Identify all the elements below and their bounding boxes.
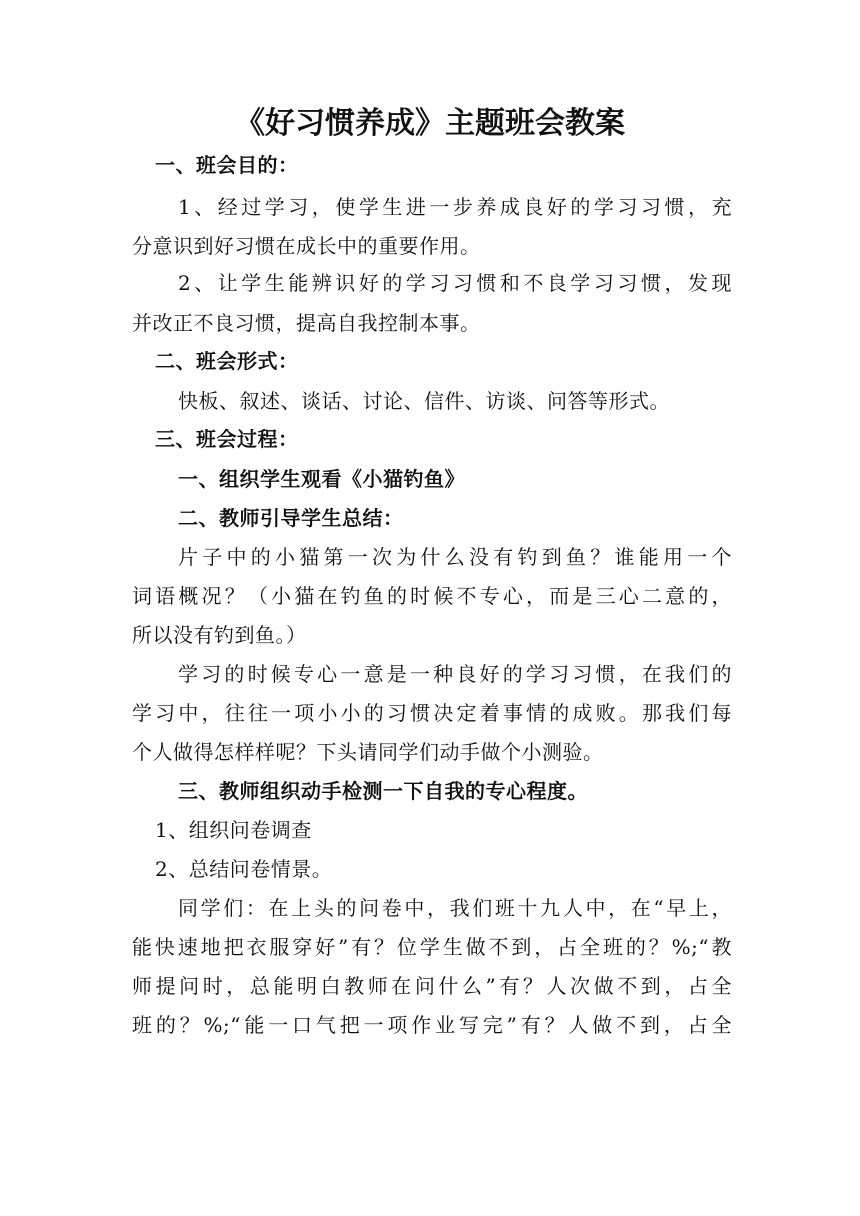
list-item-1: 1、组织问卷调查 <box>155 818 312 842</box>
paragraph-3-line-4: 班的？%;“能一口气把一项作业写完”有？人做不到，占全 <box>132 1013 732 1037</box>
paragraph-3-line-2: 能快速地把衣服穿好”有？位学生做不到，占全班的？%;“教 <box>132 935 732 959</box>
step-3-heading: 三、教师组织动手检测一下自我的专心程度。 <box>178 779 588 803</box>
section-heading-form: 二、班会形式： <box>155 349 299 373</box>
paragraph-1-line-1: 片子中的小猫第一次为什么没有钓到鱼？谁能用一个 <box>178 545 732 569</box>
paragraph-1-line-3: 所以没有钓到鱼。） <box>132 623 307 647</box>
paragraph-2-line-2: 学习中，往往一项小小的习惯决定着事情的成败。那我们每 <box>132 701 732 725</box>
paragraph-1-line-2: 词语概况？（小猫在钓鱼的时候不专心，而是三心二意的， <box>132 584 732 608</box>
paragraph-3-line-3: 师提问时，总能明白教师在问什么”有？人次做不到，占全 <box>132 974 732 998</box>
paragraph-2-line-3: 个人做得怎样样呢？下头请同学们动手做个小测验。 <box>132 740 604 764</box>
purpose-item-2-line-1: 2、让学生能辨识好的学习习惯和不良学习习惯，发现 <box>178 271 732 295</box>
purpose-item-1-line-1: 1、经过学习，使学生进一步养成良好的学习习惯，充 <box>178 195 732 219</box>
section-heading-purpose: 一、班会目的： <box>155 153 299 177</box>
list-item-2: 2、总结问卷情景。 <box>155 857 333 881</box>
step-1-heading: 一、组织学生观看《小猫钓鱼》 <box>178 467 465 491</box>
purpose-item-2-line-2: 并改正不良习惯，提高自我控制本事。 <box>132 311 481 335</box>
paragraph-2-line-1: 学习的时候专心一意是一种良好的学习习惯，在我们的 <box>178 662 732 686</box>
forms-text: 快板、叙述、谈话、讨论、信件、访谈、问答等形式。 <box>178 389 670 413</box>
paragraph-3-line-1: 同学们：在上头的问卷中，我们班十九人中，在“早上， <box>178 896 732 920</box>
document-title: 《好习惯养成》主题班会教案 <box>235 106 625 141</box>
section-heading-process: 三、班会过程： <box>155 427 299 451</box>
step-2-heading: 二、教师引导学生总结： <box>178 506 404 530</box>
purpose-item-1-line-2: 分意识到好习惯在成长中的重要作用。 <box>132 234 481 258</box>
